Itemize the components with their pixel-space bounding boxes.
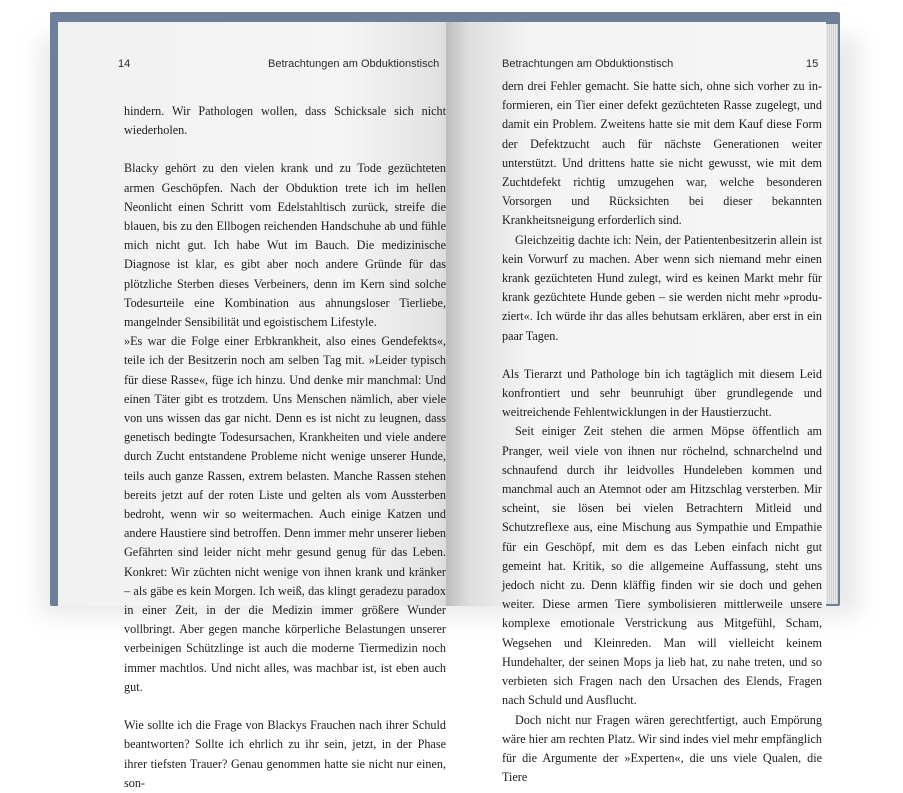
paragraph: hindern. Wir Pathologen wollen, dass Schicksale sich nicht wiederholen. <box>124 104 446 138</box>
right-page <box>446 22 826 785</box>
paragraph: Gleichzeitig dachte ich: Nein, der Patientenbesitzerin allein ist kein Vorwurf zu machen. Aber wenn sich niemand mehr einen krank gezüchteten Hund zulegt, wird es keinen Markt mehr für krank gezüchtete Hunde geben – sie werden nicht mehr »produziert«. Ich würde ihr das alles behutsam erklären, aber erst in ein paar Tagen. <box>502 232 822 343</box>
paragraph: Als Tierarzt und Pathologe bin ich tagtäglich mit diesem Leid konfrontiert und sehr beunruhigt über grundlegende und weitreichende Fehlentwicklungen in der Haustierzucht. <box>502 366 822 420</box>
left-page-number: 14 <box>118 58 131 70</box>
right-body-text <box>502 77 822 787</box>
page-edges <box>826 24 838 604</box>
left-page <box>58 22 466 790</box>
left-running-head: Betrachtungen am Obduktionstisch <box>268 58 440 70</box>
right-running-head: Betrachtungen am Obduktionstisch <box>502 58 674 70</box>
left-body-text <box>124 102 446 793</box>
paragraph: Wie sollte ich die Frage von Blackys Frauchen nach ihrer Schuld beantworten? Sollte ich ehrlich zu ihr sein, jetzt, in der Phase ihrer tiefsten Trauer? Genau genommen hatte sie nicht nur einen, son- <box>124 718 446 790</box>
right-page-number: 15 <box>806 58 819 70</box>
paragraph: Seit einiger Zeit stehen die armen Möpse öffentlich am Pranger, weil viele von ihnen nur röchelnd, schnarchelnd und schnaufend durch ihr leidvolles Hundeleben kommen und manchmal auch an Atemnot oder am Hitzschlag versterben. Mir scheint, sie lösen bei vielen Betrachtern Mitleid und Schutzreflexe aus, eine Mischung aus Sympathie und Empathie für ein Geschöpf, mit dem es das Leben einfach nicht gut gemeint hat. Kritik, so die allgemeine Auffassung, steht uns jedoch nicht zu. Denn kläffig finden wir sie doch und gehen weiter. Diese armen Tiere symbolisieren mittlerweile unsere komplexe emotionale Verstrickung aus Mitgefühl, Scham, Wegsehen und Kleinreden. Man will vielleicht keinem Hundehalter, der seinen Mops ja lieb hat, zu nahe treten, und so verbieten sich Fragen nach den Ursachen des Elends, Fragen nach Schuld und Ausflucht. <box>502 424 822 708</box>
paragraph: »Es war die Folge einer Erbkrankheit, also eines Gendefekts«, teile ich der Besitzerin noch am selben Tag mit. »Leider typisch für diese Rasse«, füge ich hinzu. Und denke mir manchmal: Und einen Täter gibt es trotzdem. Uns Menschen nämlich, aber viele von uns wissen das gar nicht. Denn es ist nicht zu leugnen, dass genetisch bedingte Todesursachen, Krankheiten und viele andere durch Zucht entstandene Probleme nicht wenige unserer Hunde, teils auch ganze Rassen, extrem belasten. Manche Rassen stehen bereits jetzt auf der roten Liste und gelten als vom Aussterben bedroht, wenn wir so weitermachen. Auch einige Katzen und andere Haustiere sind betroffen. Denn immer mehr unserer lieben Gefährten sind leider nicht mehr gesund genug für das Leben. Konkret: Wir züchten nicht wenige von ihnen krank und kränker – als gäbe es kein Morgen. Ich weiß, das klingt geradezu paradox in einer Zeit, in der die Medizin immer größere Wunder vollbringt. Aber gegen manche körperliche Belastungen unserer verbeinigen Schützlinge ist auch die moderne Tiermedizin noch immer machtlos. Und nicht alles, was machbar ist, ist eben auch gut. <box>124 334 446 694</box>
paragraph: Blacky gehört zu den vielen krank und zu Tode gezüchteten armen Geschöpfen. Nach der Obduktion trete ich im hellen Neonlicht einen Schritt vom Edelstahltisch zurück, streife die blauen, bis zu den Ellbogen reichenden Handschuhe ab und fühle mich nicht gut. Ich habe Wut im Bauch. Die medizinische Diagnose ist klar, es gibt aber noch andere Gründe für das plötzliche Sterben dieses Verbeiners, denn im Kern sind solche Todesurteile eine Kombination aus ahnungsloser Tierliebe, mangelnder Sensibilität und egoistischem Lifestyle. <box>124 161 446 330</box>
paragraph: Doch nicht nur Fragen wären gerechtfertigt, auch Empörung wäre hier am rechten Platz. Wir sind indes viel mehr empfänglich für die Argumente der »Experten«, die uns viele Qualen, die Tiere <box>502 712 822 785</box>
paragraph: dern drei Fehler gemacht. Sie hatte sich, ohne sich vorher zu informieren, ein Tier einer defekt gezüchteten Rasse zugelegt, und damit ein Problem. Zweitens hatte sie mit dem Kauf diese Form der Defektzucht auch für nächste Generationen weiter unterstützt. Und drittens hatte sie nicht gewusst, wie mit dem Zuchtdefekt richtig umzugehen war, welche besonderen Vorsorgen und Rücksichten bei dieser bekannten Krankheitsneigung erforderlich sind. <box>502 79 822 228</box>
